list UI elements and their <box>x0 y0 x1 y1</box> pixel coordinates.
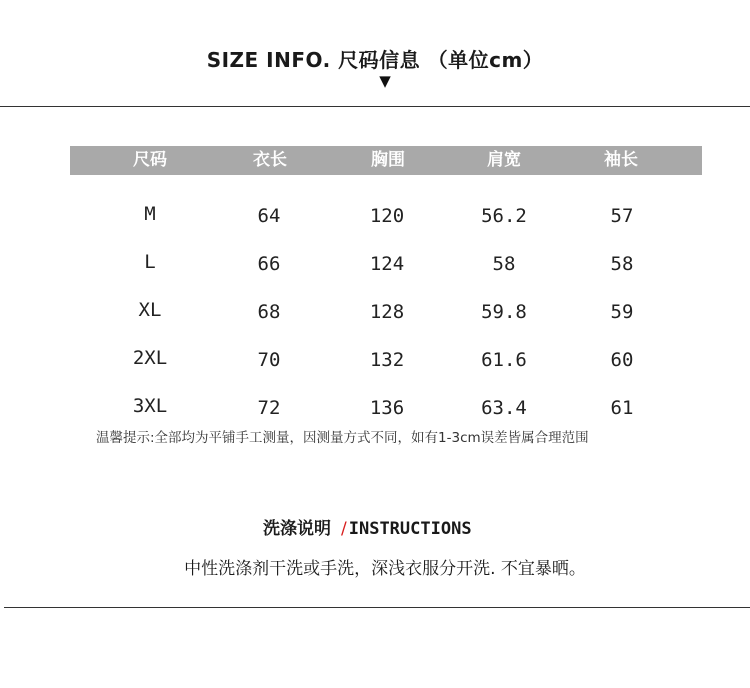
wash-title-cn: 洗涤说明 <box>263 519 331 539</box>
table-cell: 58 <box>492 253 516 275</box>
table-cell: 3XL <box>132 395 168 417</box>
table-cell: 132 <box>369 349 405 371</box>
table-cell: 56.2 <box>481 205 527 227</box>
wash-title-en: INSTRUCTIONS <box>348 519 472 539</box>
wash-instructions-text: 中性洗涤剂干洗或手洗，深浅衣服分开洗. 不宜暴晒。 <box>184 559 586 579</box>
table-cell: 64 <box>257 205 281 227</box>
table-cell: 63.4 <box>481 397 527 419</box>
table-cell: 60 <box>610 349 634 371</box>
column-header-size: 尺码 <box>133 150 167 170</box>
wash-instructions-title <box>263 514 472 539</box>
column-header-sleeve: 袖长 <box>604 150 638 170</box>
table-cell: 59 <box>610 301 634 323</box>
size-table-header <box>70 146 702 175</box>
table-cell: 57 <box>610 205 634 227</box>
measurement-note: 温馨提示:全部均为平铺手工测量，因测量方式不同，如有1-3cm误差皆属合理范围 <box>96 430 589 446</box>
down-arrow-icon: ▼ <box>379 72 391 90</box>
column-header-length: 衣长 <box>253 150 287 170</box>
bottom-divider <box>4 607 750 608</box>
table-cell: 70 <box>257 349 281 371</box>
page-title: SIZE INFO. 尺码信息 （单位cm） <box>206 48 544 72</box>
column-header-chest: 胸围 <box>371 150 405 170</box>
table-cell: L <box>144 251 156 273</box>
table-cell: 2XL <box>132 347 168 369</box>
title-slash: / <box>341 519 347 539</box>
table-cell: 61.6 <box>481 349 527 371</box>
table-cell: 68 <box>257 301 281 323</box>
table-cell: 124 <box>369 253 405 275</box>
table-cell: 66 <box>257 253 281 275</box>
table-cell: 72 <box>257 397 281 419</box>
table-cell: 58 <box>610 253 634 275</box>
table-cell: 120 <box>369 205 405 227</box>
table-cell: 61 <box>610 397 634 419</box>
table-cell: 136 <box>369 397 405 419</box>
table-cell: M <box>144 203 156 225</box>
top-divider <box>0 106 750 107</box>
column-header-shoulder: 肩宽 <box>487 150 521 170</box>
table-cell: 59.8 <box>481 301 527 323</box>
table-cell: 128 <box>369 301 405 323</box>
table-cell: XL <box>138 299 162 321</box>
